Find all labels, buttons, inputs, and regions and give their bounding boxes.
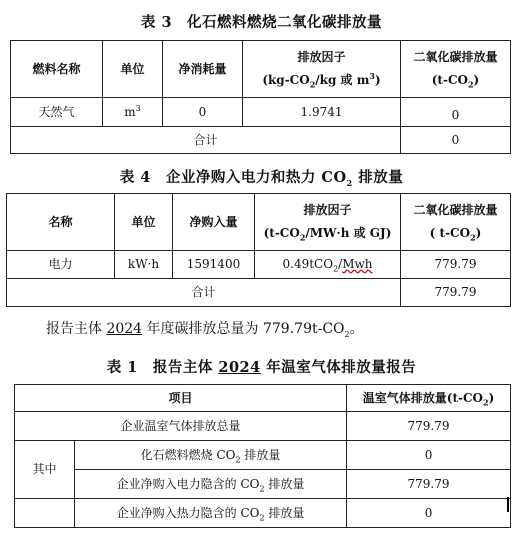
table4-cell-net-purchase: 1591400 (173, 251, 255, 279)
table4-header-factor: 排放因子 ($t-CO_2/MW\cdot h$ 或 GJ) (255, 194, 401, 251)
table1-group-label: 其中 (15, 441, 75, 499)
table1-row-heat-value: 0 (347, 499, 511, 528)
table3-cell-net-consumption: 0 (163, 98, 243, 127)
table4-cell-factor: 0.49tCO$_2$/Mwh (255, 251, 401, 279)
table1-row-heat-label: 企业净购入热力隐含的 $CO_2$ 排放量 (75, 499, 347, 528)
table1-row-total-value: 779.79 (347, 412, 511, 441)
table3-total-label: 合计 (11, 127, 401, 154)
table4-cell-unit: kW·h (115, 251, 173, 279)
table3-cell-fuel: 天然气 (11, 98, 103, 127)
total-emission-sentence: 报告主体 2024 年度碳排放总量为 $779.79t-CO_2$。 (46, 321, 364, 339)
table3-header-unit: 单位 (103, 41, 163, 98)
table1-row-fossil-label: 化石燃料燃烧 $CO_2$ 排放量 (75, 441, 347, 470)
table1-row-electricity-label: 企业净购入电力隐含的 $CO_2$ 排放量 (75, 470, 347, 499)
table4-cell-co2: 779.79 (401, 251, 511, 279)
table3-cell-co2: 0 (401, 98, 511, 127)
table3-total-value: 0 (401, 127, 511, 154)
table4-header-net-purchase: 净购入量 (173, 194, 255, 251)
table1-header-value: 温室气体排放量$(t-CO_2)$ (347, 385, 511, 412)
table1-header-item: 项目 (15, 385, 347, 412)
table1-title: 表 1 报告主体 2024 年温室气体排放量报告 (106, 359, 417, 376)
table3-header-net-consumption: 净消耗量 (163, 41, 243, 98)
table4-header-name: 名称 (7, 194, 115, 251)
table3-cell-unit: $m^3$ (103, 98, 163, 127)
text-cursor (507, 497, 509, 512)
table3-header-fuel: 燃料名称 (11, 41, 103, 98)
table4-title: 表 4 企业净购入电力和热力 $CO_2$ 排放量 (119, 169, 404, 188)
table3-cell-factor: 1.9741 (243, 98, 401, 127)
table4-header-co2: 二氧化碳排放量 ( $t-CO_2$) (401, 194, 511, 251)
table1-row-fossil-value: 0 (347, 441, 511, 470)
table1-row-heat-empty (15, 499, 75, 528)
table4-cell-name: 电力 (7, 251, 115, 279)
table1-row-total-label: 企业温室气体排放总量 (15, 412, 347, 441)
table4-header-unit: 单位 (115, 194, 173, 251)
table3-header-factor: 排放因子 ($kg-CO_2/kg$ 或 $m^3$) (243, 41, 401, 98)
table4-total-label: 合计 (7, 279, 401, 307)
table1-row-electricity-value: 779.79 (347, 470, 511, 499)
table3-header-co2: 二氧化碳排放量 $(t-CO_2)$ (401, 41, 511, 98)
table3 (10, 40, 511, 154)
table4-total-value: 779.79 (401, 279, 511, 307)
table1 (14, 384, 511, 528)
table3-title: 表 3 化石燃料燃烧二氧化碳排放量 (140, 14, 383, 31)
table4 (6, 193, 511, 307)
